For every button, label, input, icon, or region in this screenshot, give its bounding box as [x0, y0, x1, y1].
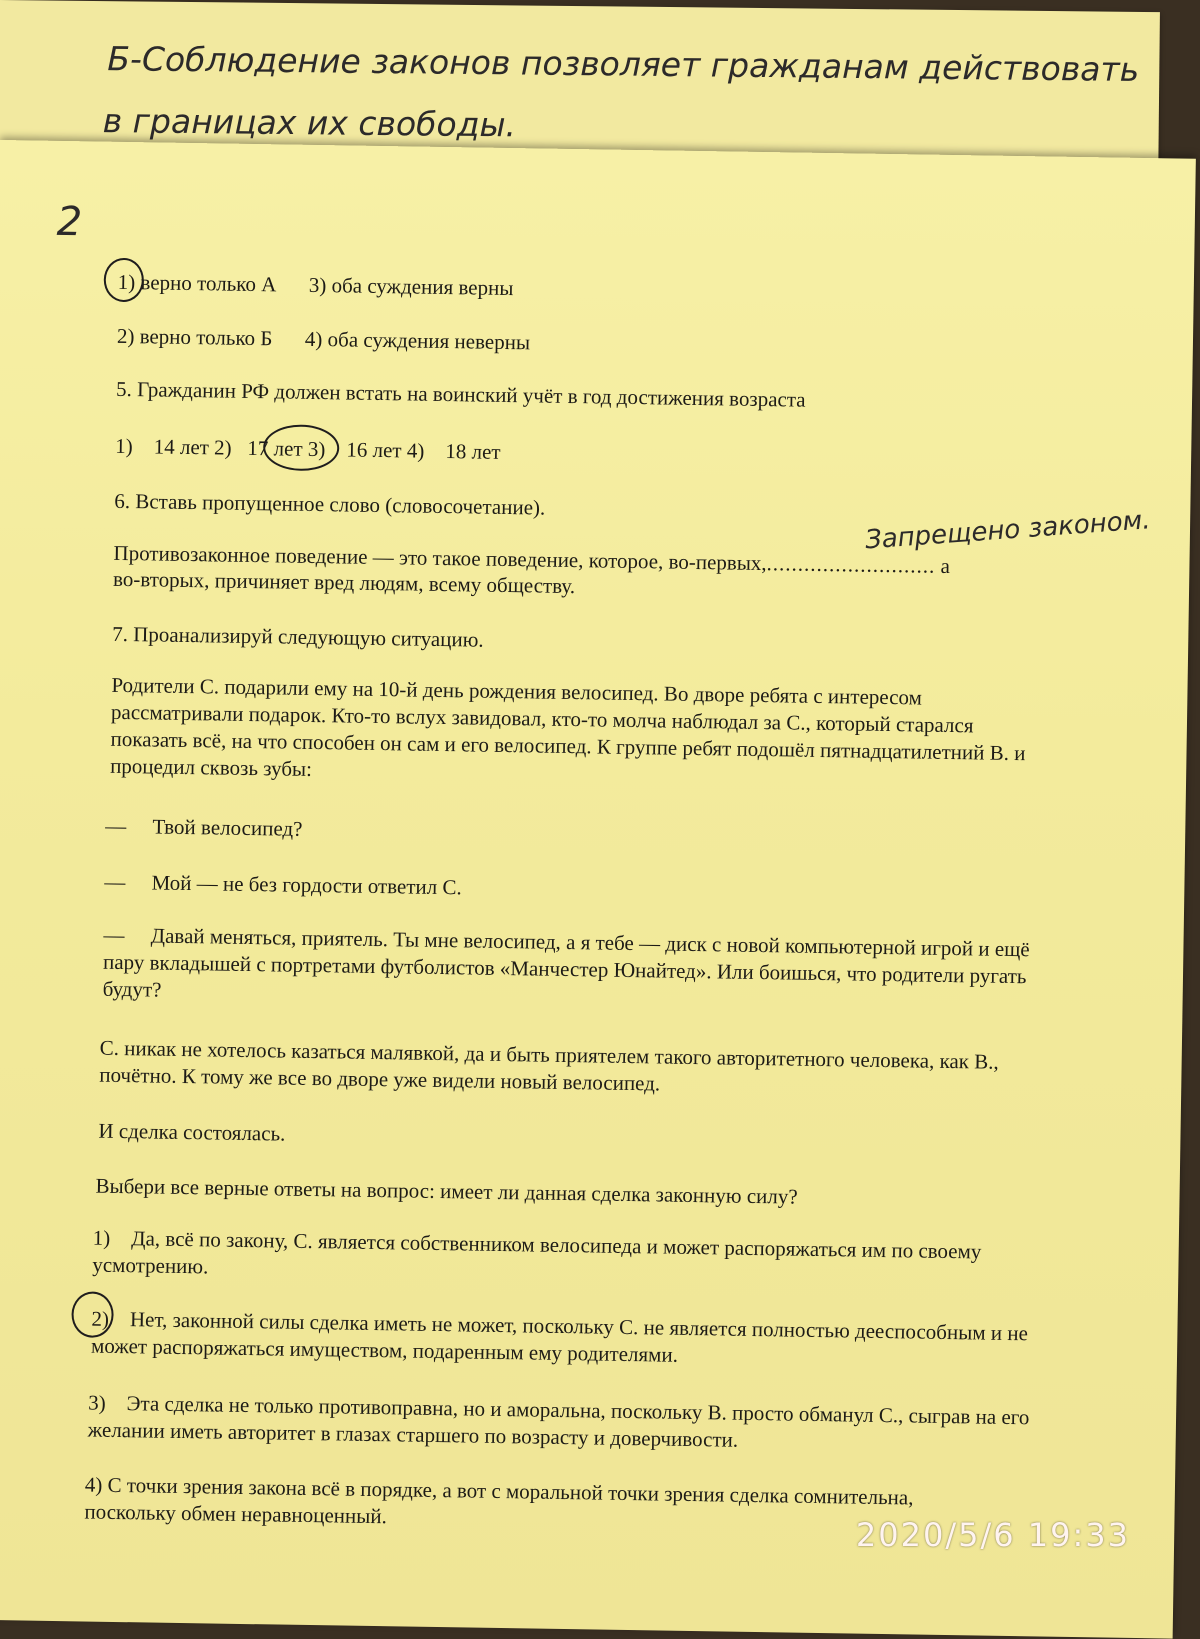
- q7-story: Родители С. подарили ему на 10-й день рождения велосипед. Во дворе ребята с интересом рассматривали подарок. Кто-то вслух завидовал, кто-то молча наблюдал за С., который старался показать всё, на что способен он сам и его велосипед. К группе ребят подошёл пятнадцатилетний В. и процедил сквозь зубы:: [109, 672, 1026, 781]
- dialog-line-2: — Мой — не без гордости ответил С.: [104, 869, 462, 900]
- handwritten-page-number: 2: [56, 198, 83, 246]
- dialog-line-3: — Давай меняться, приятель. Ты мне велосипед, а я тебе — диск с новой компьютерной игрой и ещё пару вкладышей с портретами футболистов «Манчестер Юнайтед». Или боишься, что родители ругать будут?: [102, 922, 1036, 1002]
- answer-circle-q5: [263, 424, 340, 471]
- handwritten-answer-line-2: в границах их свободы.: [102, 101, 517, 145]
- blank-line: ...........................: [766, 551, 936, 578]
- worksheet-page: [0, 140, 1196, 1639]
- q4-option-3: 3) оба суждения верны: [308, 272, 514, 301]
- q7-question: 7. Проанализируй следующую ситуацию.: [112, 621, 484, 652]
- handwritten-answer-line-1: Б-Соблюдение законов позволяет гражданам действовать: [107, 39, 1140, 89]
- q4-option-2: 2) верно только Б: [116, 323, 273, 351]
- q7-paragraph-2: С. никак не хотелось казаться малявкой, да и быть приятелем такого авторитетного человека, как В., почётно. К тому же все во дворе уже видели новый велосипед.: [99, 1035, 999, 1096]
- handwritten-answer-q6: Запрещено законом.: [864, 505, 1152, 556]
- q5-options: 1) 14 лет 2) 17 лет 3) 16 лет 4) 18 лет: [115, 433, 501, 464]
- q4-option-4: 4) оба суждения неверны: [304, 326, 531, 355]
- q6-question: 6. Вставь пропущенное слово (словосочетание).: [114, 488, 546, 520]
- q4-option-1: 1) верно только А: [117, 269, 277, 297]
- back-sheet: [0, 0, 1160, 162]
- q7-option-1: 1) Да, всё по закону, С. является собственником велосипеда и может распоряжаться им по своему усмотрению.: [92, 1225, 987, 1279]
- q7-paragraph-3: И сделка состоялась.: [98, 1118, 286, 1146]
- q7-option-3: 3) Эта сделка не только противоправна, но и аморальна, поскольку В. просто обманул С., сыграв на его желании иметь авторитет в глазах старшего по возрасту и доверчивости.: [87, 1390, 1035, 1452]
- q7-option-2: 2) Нет, законной силы сделка иметь не может, поскольку С. не является полностью дееспособным и не может распоряжаться имуществом, подаренным ему родителями.: [90, 1306, 1034, 1367]
- photo-timestamp: 2020/5/6 19:33: [855, 1516, 1130, 1554]
- q6-text-line-2: во-вторых, причиняет вред людям, всему обществу.: [112, 566, 576, 599]
- q4-options-row-2: [117, 322, 531, 356]
- q4-options-row-1: [118, 268, 514, 302]
- dialog-line-1: — Твой велосипед?: [105, 813, 303, 841]
- q5-question: 5. Гражданин РФ должен встать на воинский учёт в год достижения возраста: [115, 376, 806, 412]
- q6-text-line-1: Противозаконное поведение — это такое поведение, которое, во-первых,........................... а: [113, 540, 951, 578]
- q7-option-4: 4) С точки зрения закона всё в порядке, а вот с моральной точки зрения сделка сомнительна, поскольку обмен неравноценный.: [84, 1472, 914, 1529]
- q7-prompt: Выбери все верные ответы на вопрос: имеет ли данная сделка законную силу?: [95, 1173, 798, 1209]
